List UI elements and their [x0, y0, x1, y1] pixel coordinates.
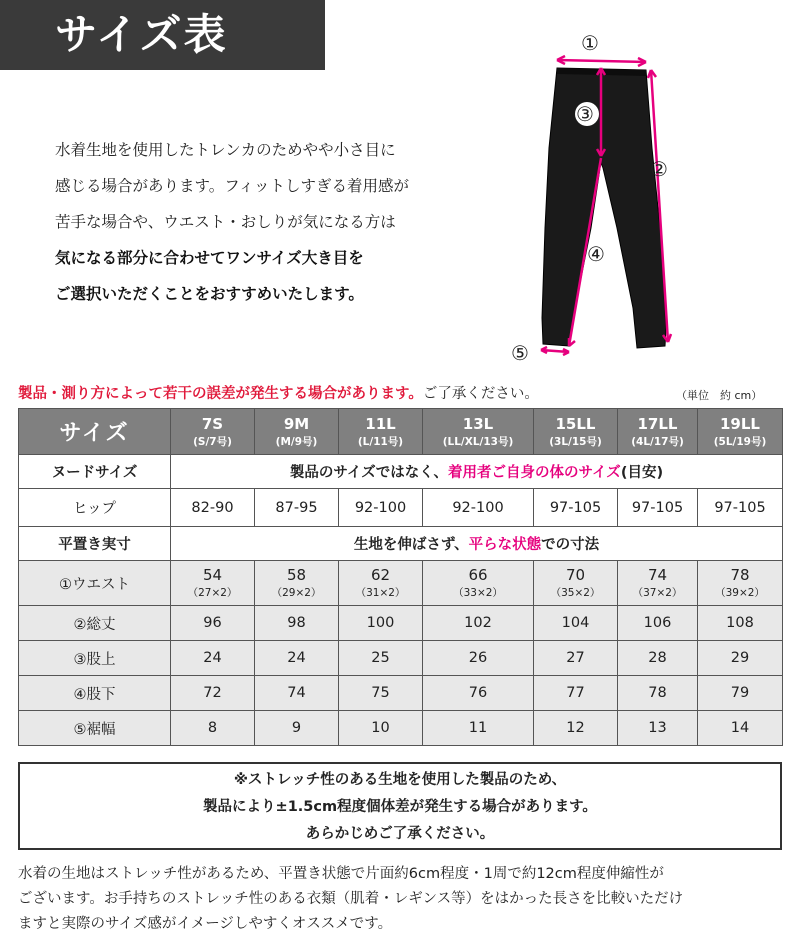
- length-value: 106: [618, 606, 698, 641]
- label-1: ①: [581, 31, 599, 55]
- size-header-9m: 9M (M/9号): [255, 409, 339, 455]
- hem-value: 14: [698, 711, 783, 746]
- rise-label: ③股上: [19, 641, 171, 676]
- intro-line: 水着生地を使用したトレンカのためやや小さ目に: [55, 141, 396, 159]
- label-2: ②: [650, 157, 668, 181]
- rise-row: [19, 641, 783, 676]
- pants-shape: [542, 68, 666, 348]
- hip-label: ヒップ: [19, 489, 171, 527]
- measurement-notice: [18, 382, 539, 403]
- hip-value: 92-100: [423, 489, 534, 527]
- waist-value: 70 （35×2）: [534, 561, 618, 606]
- length-row: [19, 606, 783, 641]
- nude-size-label: ヌードサイズ: [19, 455, 171, 489]
- rise-value: 24: [255, 641, 339, 676]
- hem-value: 13: [618, 711, 698, 746]
- inseam-value: 78: [618, 676, 698, 711]
- hip-value: 97-105: [534, 489, 618, 527]
- inseam-value: 72: [171, 676, 255, 711]
- hem-value: 11: [423, 711, 534, 746]
- pants-illustration: [505, 28, 705, 368]
- flat-size-row: [19, 527, 783, 561]
- size-header-13l: 13L (LL/XL/13号): [423, 409, 534, 455]
- box-line: ※ストレッチ性のある生地を使用した製品のため、: [233, 772, 567, 788]
- bottom-note: [18, 862, 788, 937]
- intro-line: 感じる場合があります。フィットしすぎる着用感が: [55, 177, 410, 195]
- inseam-row: [19, 676, 783, 711]
- waist-line: [557, 60, 646, 62]
- hip-value: 92-100: [339, 489, 423, 527]
- header-row: [19, 409, 783, 455]
- length-value: 104: [534, 606, 618, 641]
- rise-value: 24: [171, 641, 255, 676]
- nude-size-row: [19, 455, 783, 489]
- waist-value: 58 （29×2）: [255, 561, 339, 606]
- bottom-line: 水着の生地はストレッチ性があるため、平置き状態で片面約6cm程度・1周で約12cm程度伸縮性が: [18, 866, 664, 882]
- hem-value: 12: [534, 711, 618, 746]
- waist-value: 78 （39×2）: [698, 561, 783, 606]
- inseam-value: 79: [698, 676, 783, 711]
- size-header-15ll: 15LL (3L/15号): [534, 409, 618, 455]
- length-label: ②総丈: [19, 606, 171, 641]
- waist-value: 54 （27×2）: [171, 561, 255, 606]
- inseam-value: 76: [423, 676, 534, 711]
- hem-value: 9: [255, 711, 339, 746]
- waist-label: ①ウエスト: [19, 561, 171, 606]
- label-4: ④: [587, 242, 605, 266]
- box-line: あらかじめご了承ください。: [305, 826, 495, 842]
- length-value: 102: [423, 606, 534, 641]
- size-header-17ll: 17LL (4L/17号): [618, 409, 698, 455]
- size-header-11l: 11L (L/11号): [339, 409, 423, 455]
- rise-value: 29: [698, 641, 783, 676]
- hip-value: 82-90: [171, 489, 255, 527]
- label-3: ③: [576, 102, 594, 126]
- length-value: 98: [255, 606, 339, 641]
- page-title: サイズ表: [55, 10, 228, 59]
- length-value: 96: [171, 606, 255, 641]
- waist-value: 62 （31×2）: [339, 561, 423, 606]
- intro-text: [55, 132, 455, 312]
- pants-diagram: [505, 28, 705, 368]
- notice-red: 製品・測り方によって若干の誤差が発生する場合があります。: [18, 386, 423, 402]
- label-5: ⑤: [511, 341, 529, 365]
- intro-bold-line: 気になる部分に合わせてワンサイズ大き目を: [55, 249, 364, 267]
- hem-value: 10: [339, 711, 423, 746]
- inseam-value: 75: [339, 676, 423, 711]
- size-table: [18, 408, 783, 746]
- inseam-value: 74: [255, 676, 339, 711]
- box-line: 製品により±1.5cm程度個体差が発生する場合があります。: [203, 799, 597, 815]
- length-value: 100: [339, 606, 423, 641]
- rise-value: 27: [534, 641, 618, 676]
- bottom-line: ますと実際のサイズ感がイメージしやすくオススメです。: [18, 916, 393, 932]
- hem-label: ⑤裾幅: [19, 711, 171, 746]
- rise-value: 25: [339, 641, 423, 676]
- inseam-label: ④股下: [19, 676, 171, 711]
- intro-bold-line: ご選択いただくことをおすすめいたします。: [55, 285, 364, 303]
- inseam-value: 77: [534, 676, 618, 711]
- intro-line: 苦手な場合や、ウエスト・おしりが気になる方は: [55, 213, 396, 231]
- size-header-7s: 7S (S/7号): [171, 409, 255, 455]
- hem-row: [19, 711, 783, 746]
- unit-label: （単位 約 cm）: [676, 389, 763, 402]
- length-value: 108: [698, 606, 783, 641]
- title-banner: [0, 0, 325, 70]
- hip-row: [19, 489, 783, 527]
- size-header-19ll: 19LL (5L/19号): [698, 409, 783, 455]
- bottom-line: ございます。お手持ちのストレッチ性のある衣類（肌着・レギンス等）をはかった長さを比較いただけ: [18, 891, 684, 907]
- rise-value: 28: [618, 641, 698, 676]
- hip-value: 97-105: [698, 489, 783, 527]
- hem-value: 8: [171, 711, 255, 746]
- flat-size-note: 生地を伸ばさず、平らな状態での寸法: [171, 527, 783, 561]
- waist-value: 74 （37×2）: [618, 561, 698, 606]
- rise-value: 26: [423, 641, 534, 676]
- nude-size-note: 製品のサイズではなく、着用者ご自身の体のサイズ(目安): [171, 455, 783, 489]
- waist-row: [19, 561, 783, 606]
- hip-value: 97-105: [618, 489, 698, 527]
- size-header-label: サイズ: [19, 409, 171, 455]
- stretch-notice-box: [18, 762, 782, 850]
- waist-value: 66 （33×2）: [423, 561, 534, 606]
- hip-value: 87-95: [255, 489, 339, 527]
- notice-black: ご了承ください。: [422, 386, 539, 402]
- flat-size-label: 平置き実寸: [19, 527, 171, 561]
